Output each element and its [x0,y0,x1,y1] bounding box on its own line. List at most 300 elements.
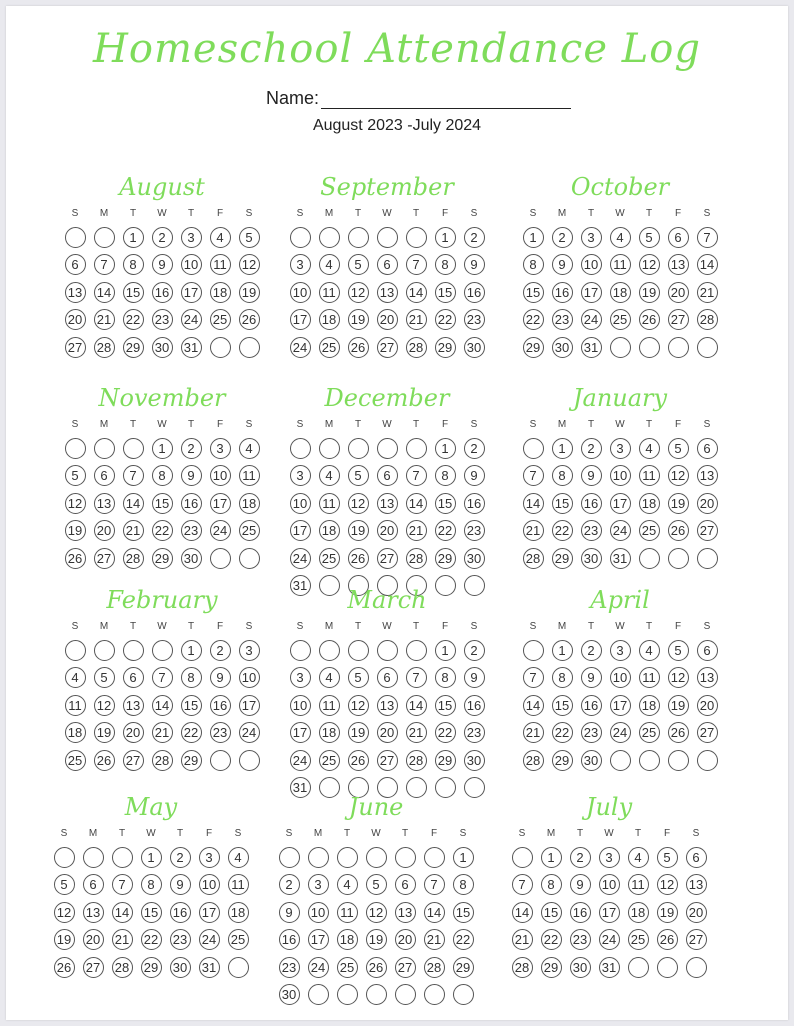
empty-day-circle[interactable] [239,548,260,569]
day-circle[interactable]: 24 [199,929,220,950]
empty-day-circle[interactable] [512,847,533,868]
empty-day-circle[interactable] [123,438,144,459]
day-circle[interactable]: 21 [123,520,144,541]
day-circle[interactable]: 29 [541,957,562,978]
day-circle[interactable]: 15 [523,282,544,303]
day-circle[interactable]: 14 [123,493,144,514]
empty-day-circle[interactable] [686,957,707,978]
empty-day-circle[interactable] [83,847,104,868]
day-circle[interactable]: 7 [152,667,173,688]
empty-day-circle[interactable] [406,438,427,459]
day-circle[interactable]: 4 [639,438,660,459]
day-circle[interactable]: 22 [541,929,562,950]
day-circle[interactable]: 25 [239,520,260,541]
day-circle[interactable]: 9 [581,465,602,486]
day-circle[interactable]: 31 [599,957,620,978]
day-circle[interactable]: 21 [697,282,718,303]
empty-day-circle[interactable] [697,750,718,771]
day-circle[interactable]: 22 [552,520,573,541]
day-circle[interactable]: 24 [181,309,202,330]
day-circle[interactable]: 23 [464,520,485,541]
day-circle[interactable]: 12 [366,902,387,923]
day-circle[interactable]: 4 [319,465,340,486]
day-circle[interactable]: 3 [290,254,311,275]
day-circle[interactable]: 17 [581,282,602,303]
day-circle[interactable]: 18 [65,722,86,743]
day-circle[interactable]: 13 [686,874,707,895]
day-circle[interactable]: 12 [94,695,115,716]
day-circle[interactable]: 20 [686,902,707,923]
day-circle[interactable]: 1 [541,847,562,868]
day-circle[interactable]: 14 [406,695,427,716]
day-circle[interactable]: 31 [610,548,631,569]
day-circle[interactable]: 30 [170,957,191,978]
day-circle[interactable]: 4 [228,847,249,868]
day-circle[interactable]: 25 [639,520,660,541]
day-circle[interactable]: 31 [290,777,311,798]
empty-day-circle[interactable] [65,438,86,459]
day-circle[interactable]: 17 [308,929,329,950]
day-circle[interactable]: 28 [512,957,533,978]
day-circle[interactable]: 15 [181,695,202,716]
day-circle[interactable]: 25 [228,929,249,950]
day-circle[interactable]: 6 [668,227,689,248]
day-circle[interactable]: 17 [290,520,311,541]
day-circle[interactable]: 2 [552,227,573,248]
day-circle[interactable]: 9 [581,667,602,688]
empty-day-circle[interactable] [406,227,427,248]
day-circle[interactable]: 29 [552,548,573,569]
day-circle[interactable]: 2 [581,438,602,459]
day-circle[interactable]: 26 [65,548,86,569]
day-circle[interactable]: 22 [523,309,544,330]
day-circle[interactable]: 16 [210,695,231,716]
empty-day-circle[interactable] [65,227,86,248]
day-circle[interactable]: 25 [210,309,231,330]
day-circle[interactable]: 26 [348,750,369,771]
empty-day-circle[interactable] [319,227,340,248]
day-circle[interactable]: 24 [290,337,311,358]
day-circle[interactable]: 28 [94,337,115,358]
day-circle[interactable]: 5 [348,465,369,486]
empty-day-circle[interactable] [290,438,311,459]
day-circle[interactable]: 9 [152,254,173,275]
day-circle[interactable]: 13 [377,282,398,303]
day-circle[interactable]: 29 [435,548,456,569]
day-circle[interactable]: 20 [395,929,416,950]
day-circle[interactable]: 24 [610,722,631,743]
empty-day-circle[interactable] [377,438,398,459]
day-circle[interactable]: 18 [239,493,260,514]
day-circle[interactable]: 10 [210,465,231,486]
day-circle[interactable]: 23 [152,309,173,330]
day-circle[interactable]: 3 [610,438,631,459]
day-circle[interactable]: 28 [523,750,544,771]
day-circle[interactable]: 23 [581,722,602,743]
day-circle[interactable]: 14 [512,902,533,923]
day-circle[interactable]: 12 [65,493,86,514]
day-circle[interactable]: 8 [523,254,544,275]
day-circle[interactable]: 6 [377,254,398,275]
empty-day-circle[interactable] [668,337,689,358]
empty-day-circle[interactable] [54,847,75,868]
day-circle[interactable]: 19 [239,282,260,303]
day-circle[interactable]: 2 [210,640,231,661]
day-circle[interactable]: 6 [697,640,718,661]
day-circle[interactable]: 28 [112,957,133,978]
day-circle[interactable]: 30 [552,337,573,358]
day-circle[interactable]: 21 [152,722,173,743]
empty-day-circle[interactable] [228,957,249,978]
day-circle[interactable]: 16 [552,282,573,303]
day-circle[interactable]: 15 [435,493,456,514]
day-circle[interactable]: 20 [377,520,398,541]
empty-day-circle[interactable] [435,777,456,798]
day-circle[interactable]: 23 [181,520,202,541]
day-circle[interactable]: 24 [239,722,260,743]
day-circle[interactable]: 14 [406,282,427,303]
day-circle[interactable]: 17 [290,722,311,743]
day-circle[interactable]: 15 [541,902,562,923]
day-circle[interactable]: 13 [94,493,115,514]
day-circle[interactable]: 19 [657,902,678,923]
day-circle[interactable]: 12 [657,874,678,895]
day-circle[interactable]: 13 [377,493,398,514]
day-circle[interactable]: 30 [464,337,485,358]
day-circle[interactable]: 21 [523,520,544,541]
day-circle[interactable]: 4 [337,874,358,895]
day-circle[interactable]: 31 [181,337,202,358]
day-circle[interactable]: 3 [581,227,602,248]
day-circle[interactable]: 30 [464,750,485,771]
day-circle[interactable]: 18 [639,493,660,514]
day-circle[interactable]: 22 [453,929,474,950]
day-circle[interactable]: 30 [581,750,602,771]
day-circle[interactable]: 10 [199,874,220,895]
empty-day-circle[interactable] [406,777,427,798]
day-circle[interactable]: 13 [668,254,689,275]
day-circle[interactable]: 10 [290,695,311,716]
day-circle[interactable]: 15 [453,902,474,923]
day-circle[interactable]: 12 [348,695,369,716]
day-circle[interactable]: 21 [424,929,445,950]
day-circle[interactable]: 8 [541,874,562,895]
day-circle[interactable]: 17 [239,695,260,716]
day-circle[interactable]: 25 [319,337,340,358]
day-circle[interactable]: 9 [279,902,300,923]
day-circle[interactable]: 24 [210,520,231,541]
day-circle[interactable]: 14 [112,902,133,923]
day-circle[interactable]: 5 [668,438,689,459]
day-circle[interactable]: 7 [523,465,544,486]
day-circle[interactable]: 11 [210,254,231,275]
day-circle[interactable]: 4 [319,254,340,275]
empty-day-circle[interactable] [377,227,398,248]
day-circle[interactable]: 29 [141,957,162,978]
day-circle[interactable]: 22 [435,520,456,541]
day-circle[interactable]: 12 [54,902,75,923]
day-circle[interactable]: 26 [94,750,115,771]
day-circle[interactable]: 11 [628,874,649,895]
day-circle[interactable]: 13 [377,695,398,716]
day-circle[interactable]: 23 [581,520,602,541]
day-circle[interactable]: 22 [435,722,456,743]
empty-day-circle[interactable] [337,984,358,1005]
empty-day-circle[interactable] [319,777,340,798]
day-circle[interactable]: 14 [424,902,445,923]
day-circle[interactable]: 6 [94,465,115,486]
empty-day-circle[interactable] [395,984,416,1005]
empty-day-circle[interactable] [668,548,689,569]
day-circle[interactable]: 18 [319,309,340,330]
day-circle[interactable]: 27 [697,722,718,743]
empty-day-circle[interactable] [308,984,329,1005]
day-circle[interactable]: 8 [123,254,144,275]
day-circle[interactable]: 6 [123,667,144,688]
day-circle[interactable]: 4 [210,227,231,248]
day-circle[interactable]: 14 [523,493,544,514]
day-circle[interactable]: 2 [181,438,202,459]
day-circle[interactable]: 2 [570,847,591,868]
day-circle[interactable]: 18 [337,929,358,950]
day-circle[interactable]: 4 [319,667,340,688]
day-circle[interactable]: 11 [239,465,260,486]
day-circle[interactable]: 7 [406,667,427,688]
day-circle[interactable]: 28 [406,548,427,569]
day-circle[interactable]: 5 [94,667,115,688]
day-circle[interactable]: 6 [65,254,86,275]
empty-day-circle[interactable] [668,750,689,771]
day-circle[interactable]: 10 [610,465,631,486]
day-circle[interactable]: 27 [686,929,707,950]
day-circle[interactable]: 19 [668,695,689,716]
day-circle[interactable]: 13 [83,902,104,923]
day-circle[interactable]: 12 [239,254,260,275]
day-circle[interactable]: 30 [570,957,591,978]
empty-day-circle[interactable] [348,227,369,248]
day-circle[interactable]: 28 [123,548,144,569]
empty-day-circle[interactable] [210,548,231,569]
day-circle[interactable]: 24 [290,548,311,569]
day-circle[interactable]: 13 [65,282,86,303]
day-circle[interactable]: 7 [112,874,133,895]
day-circle[interactable]: 19 [348,309,369,330]
day-circle[interactable]: 5 [54,874,75,895]
day-circle[interactable]: 27 [377,750,398,771]
day-circle[interactable]: 14 [152,695,173,716]
day-circle[interactable]: 5 [639,227,660,248]
empty-day-circle[interactable] [348,438,369,459]
day-circle[interactable]: 18 [628,902,649,923]
day-circle[interactable]: 22 [435,309,456,330]
day-circle[interactable]: 26 [239,309,260,330]
day-circle[interactable]: 15 [152,493,173,514]
day-circle[interactable]: 3 [599,847,620,868]
day-circle[interactable]: 10 [308,902,329,923]
day-circle[interactable]: 25 [628,929,649,950]
day-circle[interactable]: 11 [639,465,660,486]
day-circle[interactable]: 2 [170,847,191,868]
day-circle[interactable]: 10 [181,254,202,275]
day-circle[interactable]: 12 [348,282,369,303]
day-circle[interactable]: 30 [279,984,300,1005]
empty-day-circle[interactable] [65,640,86,661]
day-circle[interactable]: 16 [464,282,485,303]
day-circle[interactable]: 25 [639,722,660,743]
day-circle[interactable]: 2 [152,227,173,248]
day-circle[interactable]: 2 [464,438,485,459]
day-circle[interactable]: 5 [65,465,86,486]
empty-day-circle[interactable] [348,640,369,661]
day-circle[interactable]: 8 [152,465,173,486]
day-circle[interactable]: 6 [83,874,104,895]
day-circle[interactable]: 20 [697,493,718,514]
day-circle[interactable]: 5 [348,667,369,688]
day-circle[interactable]: 3 [610,640,631,661]
day-circle[interactable]: 5 [668,640,689,661]
day-circle[interactable]: 29 [552,750,573,771]
empty-day-circle[interactable] [210,750,231,771]
day-circle[interactable]: 5 [348,254,369,275]
day-circle[interactable]: 11 [319,695,340,716]
day-circle[interactable]: 30 [581,548,602,569]
empty-day-circle[interactable] [319,640,340,661]
day-circle[interactable]: 11 [319,493,340,514]
day-circle[interactable]: 16 [181,493,202,514]
day-circle[interactable]: 5 [366,874,387,895]
day-circle[interactable]: 27 [395,957,416,978]
empty-day-circle[interactable] [424,847,445,868]
empty-day-circle[interactable] [464,777,485,798]
day-circle[interactable]: 17 [599,902,620,923]
empty-day-circle[interactable] [366,984,387,1005]
day-circle[interactable]: 10 [599,874,620,895]
day-circle[interactable]: 11 [65,695,86,716]
day-circle[interactable]: 12 [639,254,660,275]
day-circle[interactable]: 8 [181,667,202,688]
day-circle[interactable]: 11 [610,254,631,275]
day-circle[interactable]: 18 [228,902,249,923]
day-circle[interactable]: 15 [141,902,162,923]
day-circle[interactable]: 21 [406,309,427,330]
empty-day-circle[interactable] [210,337,231,358]
day-circle[interactable]: 8 [435,465,456,486]
day-circle[interactable]: 29 [435,337,456,358]
empty-day-circle[interactable] [94,438,115,459]
empty-day-circle[interactable] [290,640,311,661]
empty-day-circle[interactable] [697,337,718,358]
empty-day-circle[interactable] [523,640,544,661]
day-circle[interactable]: 6 [697,438,718,459]
day-circle[interactable]: 21 [523,722,544,743]
day-circle[interactable]: 10 [610,667,631,688]
day-circle[interactable]: 24 [290,750,311,771]
day-circle[interactable]: 7 [406,465,427,486]
day-circle[interactable]: 23 [464,722,485,743]
day-circle[interactable]: 6 [686,847,707,868]
day-circle[interactable]: 19 [639,282,660,303]
day-circle[interactable]: 22 [141,929,162,950]
day-circle[interactable]: 23 [464,309,485,330]
day-circle[interactable]: 1 [552,640,573,661]
day-circle[interactable]: 2 [279,874,300,895]
day-circle[interactable]: 22 [552,722,573,743]
day-circle[interactable]: 4 [639,640,660,661]
day-circle[interactable]: 1 [141,847,162,868]
day-circle[interactable]: 3 [210,438,231,459]
day-circle[interactable]: 31 [581,337,602,358]
day-circle[interactable]: 29 [181,750,202,771]
day-circle[interactable]: 20 [697,695,718,716]
day-circle[interactable]: 10 [290,282,311,303]
day-circle[interactable]: 22 [123,309,144,330]
empty-day-circle[interactable] [112,847,133,868]
empty-day-circle[interactable] [377,640,398,661]
empty-day-circle[interactable] [639,548,660,569]
day-circle[interactable]: 21 [406,722,427,743]
day-circle[interactable]: 3 [239,640,260,661]
day-circle[interactable]: 29 [152,548,173,569]
day-circle[interactable]: 16 [152,282,173,303]
empty-day-circle[interactable] [337,847,358,868]
day-circle[interactable]: 7 [523,667,544,688]
day-circle[interactable]: 22 [152,520,173,541]
empty-day-circle[interactable] [94,640,115,661]
day-circle[interactable]: 1 [435,438,456,459]
day-circle[interactable]: 6 [377,465,398,486]
day-circle[interactable]: 30 [152,337,173,358]
day-circle[interactable]: 14 [697,254,718,275]
day-circle[interactable]: 19 [366,929,387,950]
empty-day-circle[interactable] [435,575,456,596]
day-circle[interactable]: 23 [570,929,591,950]
day-circle[interactable]: 27 [83,957,104,978]
day-circle[interactable]: 4 [610,227,631,248]
day-circle[interactable]: 24 [581,309,602,330]
day-circle[interactable]: 19 [65,520,86,541]
empty-day-circle[interactable] [523,438,544,459]
day-circle[interactable]: 18 [319,520,340,541]
empty-day-circle[interactable] [424,984,445,1005]
day-circle[interactable]: 24 [610,520,631,541]
day-circle[interactable]: 20 [65,309,86,330]
day-circle[interactable]: 27 [668,309,689,330]
day-circle[interactable]: 4 [239,438,260,459]
day-circle[interactable]: 31 [290,575,311,596]
day-circle[interactable]: 29 [123,337,144,358]
day-circle[interactable]: 2 [581,640,602,661]
day-circle[interactable]: 2 [464,227,485,248]
day-circle[interactable]: 21 [406,520,427,541]
empty-day-circle[interactable] [239,337,260,358]
day-circle[interactable]: 27 [377,548,398,569]
day-circle[interactable]: 8 [435,254,456,275]
day-circle[interactable]: 20 [377,309,398,330]
day-circle[interactable]: 4 [65,667,86,688]
day-circle[interactable]: 28 [697,309,718,330]
day-circle[interactable]: 9 [210,667,231,688]
empty-day-circle[interactable] [628,957,649,978]
day-circle[interactable]: 9 [464,254,485,275]
day-circle[interactable]: 13 [697,667,718,688]
day-circle[interactable]: 8 [141,874,162,895]
day-circle[interactable]: 6 [377,667,398,688]
day-circle[interactable]: 26 [54,957,75,978]
day-circle[interactable]: 27 [94,548,115,569]
day-circle[interactable]: 8 [552,465,573,486]
day-circle[interactable]: 31 [199,957,220,978]
day-circle[interactable]: 16 [279,929,300,950]
